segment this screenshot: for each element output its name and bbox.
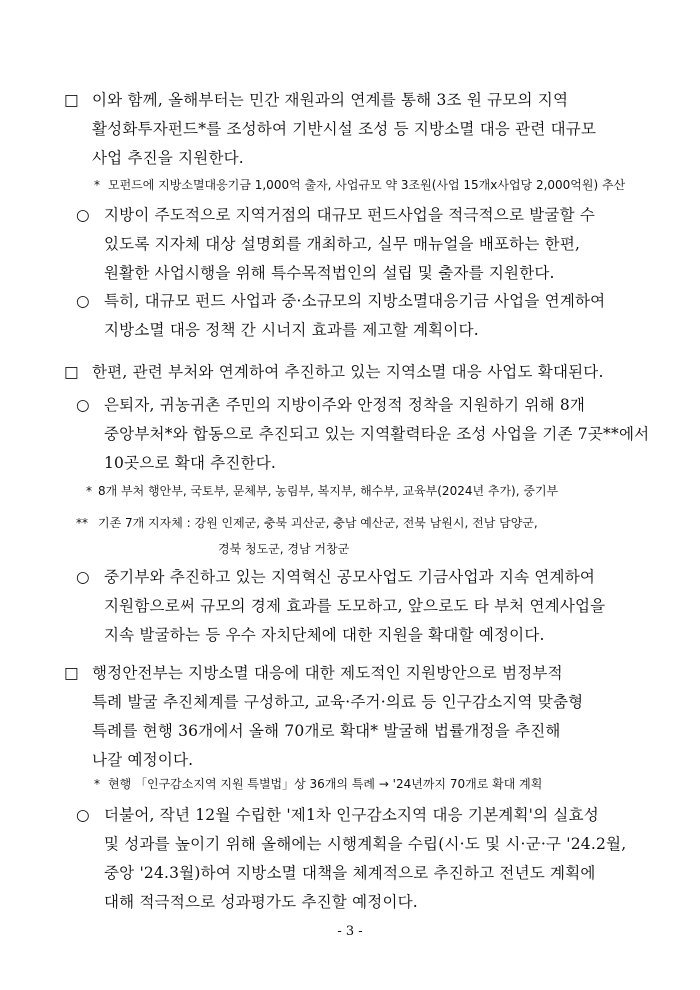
square-paragraph [64, 358, 604, 387]
square-paragraph [64, 86, 596, 173]
circle-paragraph [76, 391, 649, 478]
paragraph-line: 대해 적극적으로 성과평가도 추진할 예정이다. [104, 893, 418, 911]
circle-bullet-icon: ○ [76, 206, 90, 224]
circle-bullet-icon: ○ [76, 806, 90, 824]
paragraph-line: 10곳으로 확대 추진한다. [104, 454, 277, 472]
paragraph-line: 더불어, 작년 12월 수립한 '제1차 인구감소지역 대응 기본계획'의 실효성 [104, 806, 599, 824]
paragraph-line: 및 성과를 높이기 위해 올해에는 시행계획을 수립(시·도 및 시·군·구 '24.2월, [104, 835, 627, 853]
footnote-marker: * [94, 178, 100, 192]
square-bullet-icon: □ [64, 664, 79, 682]
circle-bullet-icon: ○ [76, 568, 90, 586]
footnote-text: 기존 7개 지자체 : 강원 인제군, 충북 괴산군, 충남 예산군, 전북 남원시, 전남 담양군, [98, 516, 538, 530]
paragraph-line: 행정안전부는 지방소멸 대응에 대한 제도적인 지원방안으로 범정부적 [92, 664, 563, 682]
footnote [94, 172, 625, 198]
footnote-marker: ** [76, 516, 88, 530]
paragraph-line: 이와 함께, 올해부터는 민간 재원과의 연계를 통해 3조 원 규모의 지역 [92, 91, 569, 109]
paragraph-line: 특례 발굴 추진체계를 구성하고, 교육·주거·의료 등 인구감소지역 맞춤형 [92, 693, 584, 711]
paragraph-line: 특히, 대규모 펀드 사업과 중·소규모의 지방소멸대응기금 사업을 연계하여 [104, 292, 606, 310]
paragraph-line: 한편, 관련 부처와 연계하여 추진하고 있는 지역소멸 대응 사업도 확대된다. [92, 363, 604, 381]
circle-paragraph [76, 801, 626, 917]
footnote [94, 771, 542, 797]
circle-paragraph [76, 287, 605, 345]
square-bullet-icon: □ [64, 363, 79, 381]
page-number: - 3 - [337, 924, 363, 939]
paragraph-line: 나갈 예정이다. [92, 751, 194, 769]
footnote-text: 모펀드에 지방소멸대응기금 1,000억 출자, 사업규모 약 3조원(사업 15개x사업당 2,000억원) 추산 [108, 178, 626, 192]
paragraph-line: 지방소멸 대응 정책 간 시너지 효과를 제고할 계획이다. [104, 321, 479, 339]
paragraph-line: 중앙 '24.3월)하여 지방소멸 대책을 체계적으로 추진하고 전년도 계획에 [104, 864, 596, 882]
footnote-text: 현행 「인구감소지역 지원 특별법」상 36개의 특례 → '24년까지 70개로 확대 계획 [108, 777, 543, 791]
paragraph-line: 중기부와 추진하고 있는 지역혁신 공모사업도 기금사업과 지속 연계하여 [104, 568, 596, 586]
footnote-text: 경북 청도군, 경남 거창군 [218, 542, 350, 556]
footnote-marker: * [94, 777, 100, 791]
circle-bullet-icon: ○ [76, 396, 90, 414]
paragraph-line: 사업 추진을 지원한다. [92, 149, 244, 167]
square-paragraph [64, 659, 583, 775]
circle-paragraph [76, 563, 605, 650]
paragraph-line: 지원함으로써 규모의 경제 효과를 도모하고, 앞으로도 타 부처 연계사업을 [104, 597, 606, 615]
footnote [86, 478, 558, 504]
paragraph-line: 지속 발굴하는 등 우수 자치단체에 대한 지원을 확대할 예정이다. [104, 626, 545, 644]
footnote [76, 510, 538, 562]
paragraph-line: 원활한 사업시행을 위해 특수목적법인의 설립 및 출자를 지원한다. [104, 264, 555, 282]
circle-bullet-icon: ○ [76, 292, 90, 310]
footnote-text: 8개 부처 행안부, 국토부, 문체부, 농림부, 복지부, 해수부, 교육부(2024년 추가), 중기부 [98, 484, 559, 498]
paragraph-line: 지방이 주도적으로 지역거점의 대규모 펀드사업을 적극적으로 발굴할 수 [104, 206, 596, 224]
footnote-marker: * [86, 484, 92, 498]
square-bullet-icon: □ [64, 91, 79, 109]
paragraph-line: 있도록 지자체 대상 설명회를 개최하고, 실무 매뉴얼을 배포하는 한편, [104, 235, 581, 253]
circle-paragraph [76, 201, 595, 288]
paragraph-line: 은퇴자, 귀농귀촌 주민의 지방이주와 안정적 정착을 지원하기 위해 8개 [104, 396, 586, 414]
paragraph-line: 활성화투자펀드*를 조성하여 기반시설 조성 등 지방소멸 대응 관련 대규모 [92, 120, 597, 138]
paragraph-line: 특례를 현행 36개에서 올해 70개로 확대* 발굴해 법률개정을 추진해 [92, 722, 561, 740]
paragraph-line: 중앙부처*와 합동으로 추진되고 있는 지역활력타운 조성 사업을 기존 7곳**에서 [104, 425, 650, 443]
